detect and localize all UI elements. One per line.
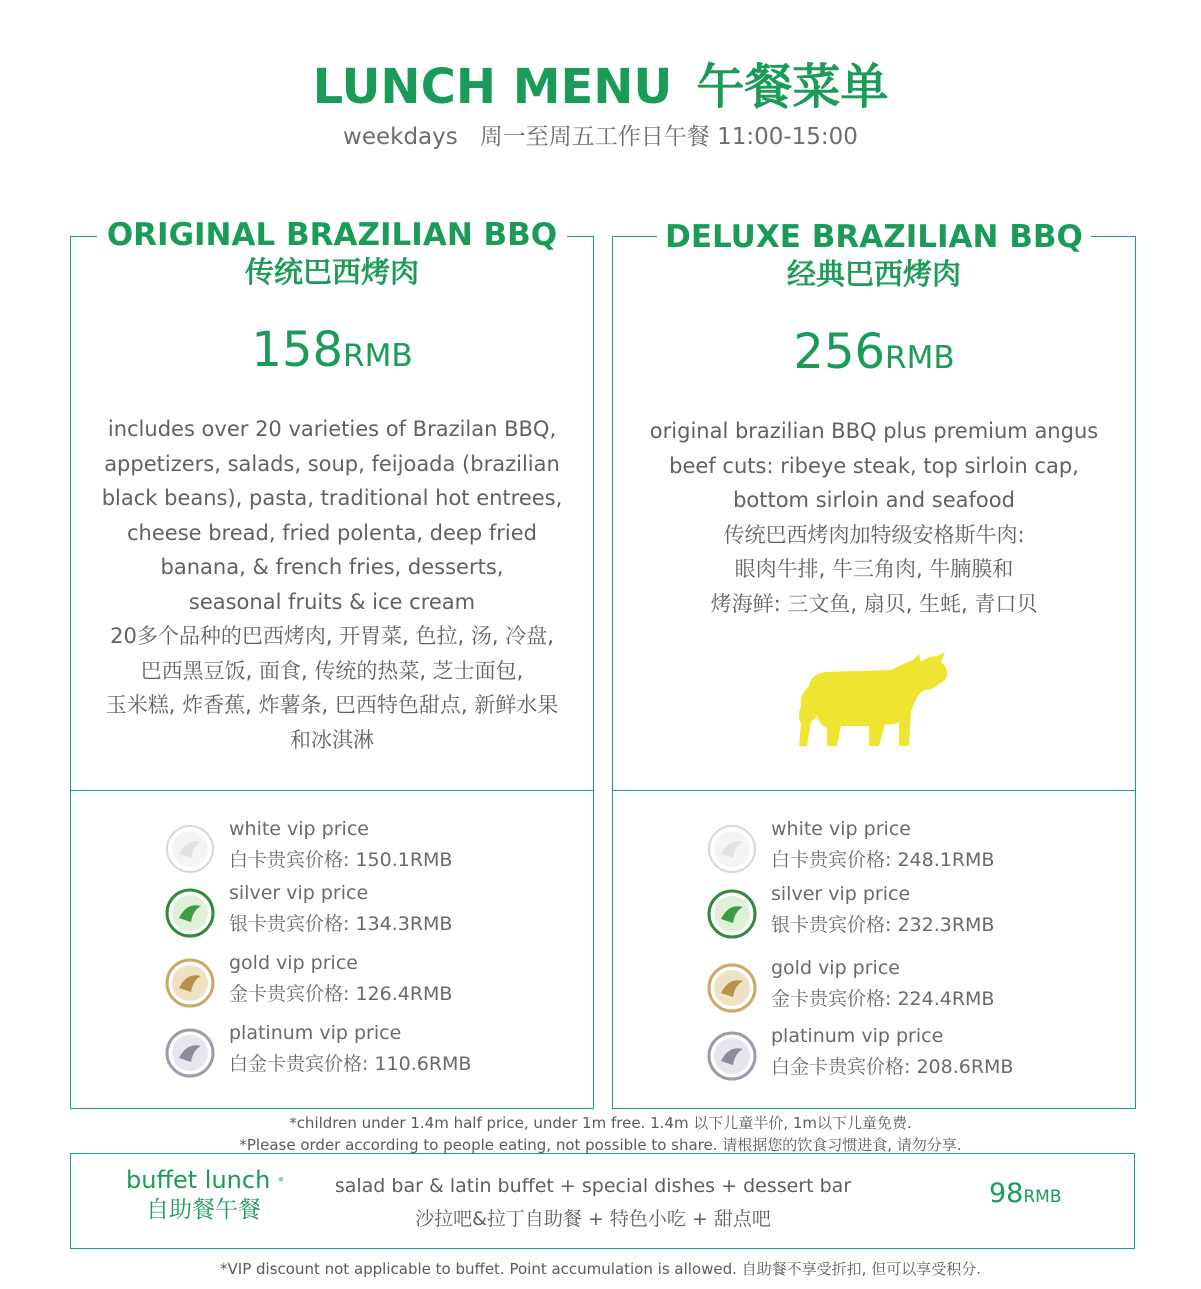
desc-line: appetizers, salads, soup, feijoada (brazilian (104, 451, 560, 476)
original-price (71, 322, 593, 378)
children-note: *children under 1.4m half price, under 1m free. 1.4m 以下儿童半价, 1m以下儿童免费. (289, 1114, 912, 1132)
panel-divider (613, 790, 1135, 791)
buffet-title-cn: 自助餐午餐 (146, 1197, 261, 1223)
vip-buffet-note: *VIP discount not applicable to buffet. Point accumulation is allowed. 自助餐不享受折扣, 但可以享受积分. (220, 1260, 981, 1278)
vip-label: platinum vip price (229, 1022, 402, 1044)
deluxe-bbq-panel (612, 219, 1136, 1109)
buffet-box (70, 1153, 1135, 1249)
silver-card-badge-icon (707, 889, 757, 939)
deluxe-description (613, 414, 1135, 621)
title-en: LUNCH MENU (312, 59, 673, 115)
desc-line: banana, & french fries, desserts, (160, 555, 504, 579)
page-subtitle (0, 118, 1201, 151)
desc-line: bottom sirloin and seafood (733, 488, 1015, 512)
desc-line: cheese bread, fried polenta, deep fried (127, 520, 537, 545)
original-description (71, 412, 593, 757)
deluxe-price (613, 324, 1135, 380)
vip-value: 银卡贵宾价格: 232.3RMB (771, 914, 995, 936)
deluxe-title-cn: 经典巴西烤肉 (786, 257, 961, 291)
silver-card-badge-icon (165, 888, 215, 938)
original-title-cn: 传统巴西烤肉 (244, 255, 419, 289)
deluxe-price-value: 256 (793, 324, 886, 380)
vip-label: white vip price (229, 818, 369, 840)
desc-line: beef cuts: ribeye steak, top sirloin cap, (669, 453, 1079, 478)
gold-card-badge-icon (165, 958, 215, 1008)
buffet-price-value: 98 (989, 1178, 1024, 1209)
vip-value: 银卡贵宾价格: 134.3RMB (229, 913, 453, 935)
desc-line: 眼肉牛排, 牛三角肉, 牛腩膜和 (734, 557, 1014, 581)
vip-value: 白金卡贵宾价格: 208.6RMB (771, 1056, 1014, 1078)
panel-divider (71, 790, 593, 791)
desc-line: seasonal fruits & ice cream (188, 589, 476, 614)
gold-card-badge-icon (707, 963, 757, 1013)
buffet-title (126, 1166, 286, 1194)
platinum-card-badge-icon (165, 1028, 215, 1078)
deluxe-price-unit: RMB (885, 340, 955, 376)
vip-value: 金卡贵宾价格: 224.4RMB (771, 988, 995, 1010)
subtitle-cn: 周一至周五工作日午餐 11:00-15:00 (479, 124, 858, 150)
deluxe-heading (613, 218, 1135, 292)
white-card-badge-icon (707, 824, 757, 874)
desc-line: includes over 20 varieties of Brazilan BBQ, (107, 417, 557, 441)
title-cn: 午餐菜单 (696, 59, 889, 115)
white-card-badge-icon (165, 824, 215, 874)
buffet-price-unit: RMB (1023, 1187, 1062, 1207)
vip-value: 金卡贵宾价格: 126.4RMB (229, 983, 453, 1005)
desc-line: 和冰淇淋 (290, 727, 374, 752)
original-heading (71, 216, 593, 290)
desc-line: 烤海鲜: 三文鱼, 扇贝, 生蚝, 青口贝 (710, 591, 1038, 616)
buffet-desc-cn: 沙拉吧&拉丁自助餐 + 特色小吃 + 甜点吧 (415, 1208, 771, 1230)
buffet-description (333, 1170, 853, 1236)
vip-label: white vip price (771, 818, 911, 840)
deluxe-title-en: DELUXE BRAZILIAN BBQ (665, 219, 1083, 255)
original-price-unit: RMB (343, 338, 413, 374)
vip-label: silver vip price (229, 882, 369, 904)
bullet-dot: • (276, 1170, 286, 1189)
original-price-value: 158 (251, 322, 344, 378)
page-title (0, 48, 1201, 117)
vip-value: 白金卡贵宾价格: 110.6RMB (229, 1053, 472, 1075)
vip-label: gold vip price (771, 957, 900, 979)
desc-line: 20多个品种的巴西烤肉, 开胃菜, 色拉, 汤, 冷盘, (110, 624, 554, 648)
original-title-en: ORIGINAL BRAZILIAN BBQ (106, 217, 558, 253)
subtitle-en: weekdays (343, 124, 458, 150)
vip-label: silver vip price (771, 883, 911, 905)
desc-line: black beans), pasta, traditional hot entrees, (101, 486, 563, 510)
desc-line: 玉米糕, 炸香蕉, 炸薯条, 巴西特色甜点, 新鲜水果 (105, 693, 559, 717)
vip-label: platinum vip price (771, 1025, 944, 1047)
bull-icon (795, 650, 951, 754)
buffet-title-en: buffet lunch (126, 1166, 271, 1194)
platinum-card-badge-icon (707, 1031, 757, 1081)
vip-value: 白卡贵宾价格: 248.1RMB (771, 849, 995, 871)
sharing-note: *Please order according to people eating, not possible to share. 请根据您的饮食习惯进食, 请勿分享. (239, 1136, 962, 1154)
buffet-price (989, 1178, 1062, 1209)
vip-value: 白卡贵宾价格: 150.1RMB (229, 849, 453, 871)
buffet-desc-en: salad bar & latin buffet + special dishes + dessert bar (334, 1175, 852, 1197)
original-bbq-panel (70, 217, 594, 1109)
desc-line: original brazilian BBQ plus premium angus (649, 419, 1099, 443)
desc-line: 传统巴西烤肉加特级安格斯牛肉: (723, 522, 1025, 547)
desc-line: 巴西黑豆饭, 面食, 传统的热菜, 芝士面包, (140, 658, 524, 683)
vip-label: gold vip price (229, 952, 358, 974)
